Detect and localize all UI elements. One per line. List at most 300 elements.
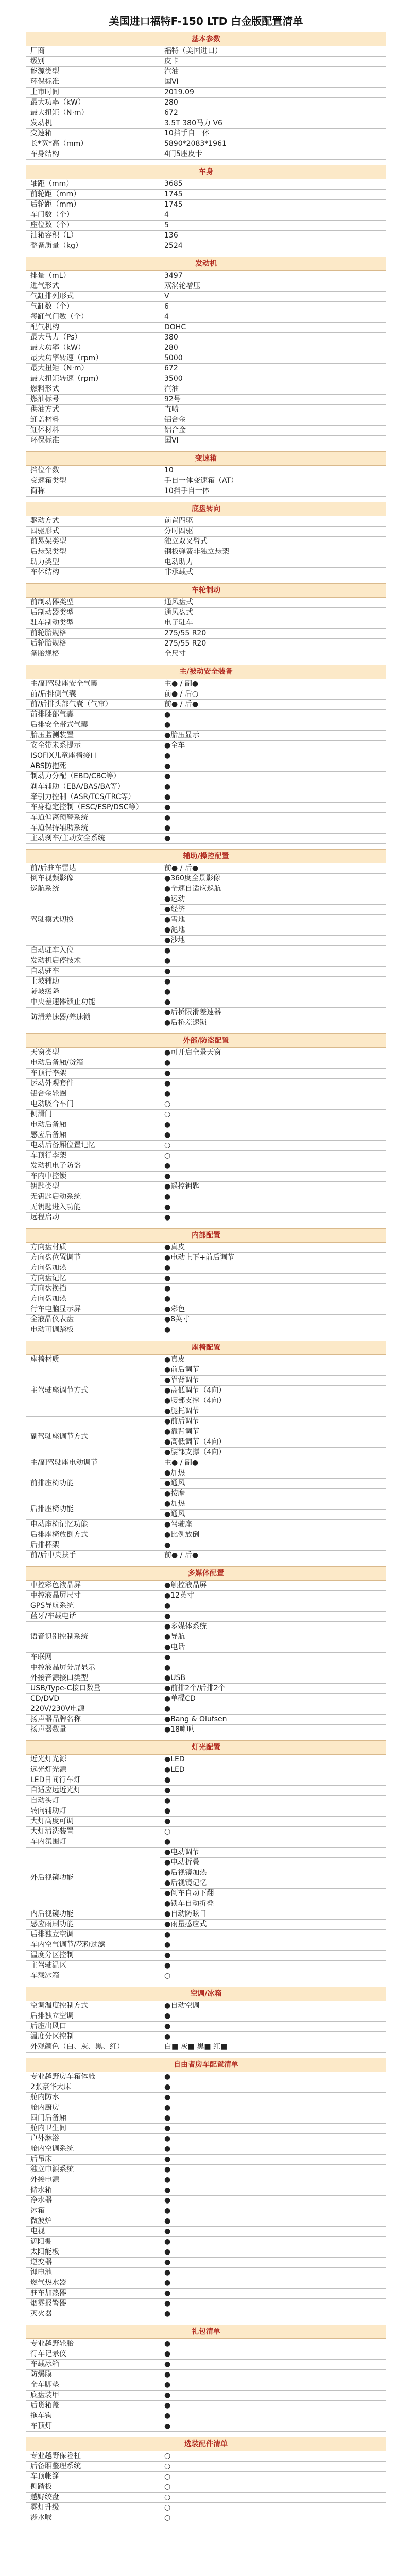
spec-label: 蓝牙/车载电话: [26, 1612, 160, 1622]
spec-label: 太阳能板: [26, 2247, 160, 2258]
spec-label: 锂电池: [26, 2268, 160, 2278]
spec-row: [26, 476, 386, 486]
spec-row: [26, 2011, 386, 2022]
spec-label: 后排独立空调: [26, 2011, 160, 2022]
spec-value: ●: [160, 1653, 386, 1663]
spec-value: ●: [160, 2360, 386, 2370]
spec-row: [26, 415, 386, 426]
spec-row: [26, 1315, 386, 1325]
spec-label: 净水器: [26, 2196, 160, 2206]
spec-label: 最大扭矩（N·m）: [26, 364, 160, 374]
spec-value: ●: [160, 2309, 386, 2319]
spec-value: ●靠背调节: [160, 1376, 386, 1386]
spec-value: ●: [160, 1704, 386, 1715]
spec-value: 3500: [160, 374, 386, 384]
spec-row: [26, 1920, 386, 1930]
spec-label: 后悬架类型: [26, 547, 160, 557]
spec-label: 拖车钩: [26, 2411, 160, 2421]
spec-row: [26, 2299, 386, 2309]
spec-label: 自动驻车: [26, 967, 160, 977]
spec-value: 非承载式: [160, 568, 386, 578]
spec-value: 4门5座皮卡: [160, 149, 386, 160]
spec-value: ●: [160, 1540, 386, 1551]
spec-label: 铝合金轮圈: [26, 1089, 160, 1099]
spec-row: [26, 2289, 386, 2299]
spec-value: 6: [160, 302, 386, 312]
spec-row: [26, 1304, 386, 1315]
spec-value: 通风盘式: [160, 598, 386, 608]
spec-value: ●沙地: [160, 936, 386, 946]
spec-row: [26, 1048, 386, 1058]
spec-value: ●: [160, 1069, 386, 1079]
spec-value: ○: [160, 1827, 386, 1837]
spec-value: ●: [160, 1837, 386, 1848]
spec-label: 侧滑门: [26, 1110, 160, 1120]
section-header: [26, 452, 386, 466]
spec-value: ●后视镜加热: [160, 1868, 386, 1878]
spec-value: ●: [160, 2237, 386, 2247]
spec-row: [26, 1110, 386, 1120]
spec-value: ●: [160, 2185, 386, 2196]
spec-value: 电动助力: [160, 557, 386, 568]
spec-value: ●: [160, 2022, 386, 2032]
spec-value: 5000: [160, 353, 386, 364]
spec-row: [26, 2391, 386, 2401]
spec-label: 自适应远近光灯: [26, 1786, 160, 1796]
spec-value: ●: [160, 2278, 386, 2289]
spec-label: 车内中控锁: [26, 1172, 160, 1182]
spec-label: 长*宽*高（mm）: [26, 139, 160, 149]
spec-value: ●自动防眩目: [160, 1909, 386, 1920]
spec-row: [26, 405, 386, 415]
spec-value: 主● / 副●: [160, 679, 386, 689]
spec-value: ●8英寸: [160, 1315, 386, 1325]
spec-value: ●: [160, 2349, 386, 2360]
spec-value: 10挡手自一体: [160, 129, 386, 139]
spec-label: 涉水喉: [26, 2513, 160, 2523]
spec-label: 空调温度控制方式: [26, 2001, 160, 2011]
spec-value: ●USB: [160, 1673, 386, 1684]
spec-label: 微波炉: [26, 2216, 160, 2227]
spec-row: [26, 741, 386, 751]
spec-value: ●: [160, 1786, 386, 1796]
spec-value: ●: [160, 834, 386, 844]
spec-value: 275/55 R20: [160, 639, 386, 649]
spec-value: ●真皮: [160, 1355, 386, 1365]
spec-value: 10挡手自一体: [160, 486, 386, 497]
spec-row: [26, 1540, 386, 1551]
spec-row: [26, 997, 386, 1008]
section-header: [26, 1987, 386, 2001]
spec-value: ●: [160, 2299, 386, 2309]
spec-value: ●触控液晶屏: [160, 1581, 386, 1591]
spec-value: ●: [160, 997, 386, 1008]
spec-row: [26, 1663, 386, 1673]
spec-row: [26, 2462, 386, 2472]
spec-row: [26, 863, 386, 874]
spec-value: ●: [160, 772, 386, 782]
spec-label: 大灯清洗装置: [26, 1827, 160, 1837]
spec-value: 5: [160, 221, 386, 231]
spec-row: [26, 1089, 386, 1099]
section-header: [26, 1741, 386, 1755]
spec-label: 防滑差速器/差速锁: [26, 1008, 160, 1028]
spec-label: 燃气热水器: [26, 2278, 160, 2289]
spec-label: 中控液晶屏尺寸: [26, 1591, 160, 1601]
spec-row: [26, 2503, 386, 2513]
spec-row: [26, 2082, 386, 2093]
spec-value: ●: [160, 1284, 386, 1294]
spec-label: 后排座椅放倒方式: [26, 1530, 160, 1540]
spec-label: 远程启动: [26, 1213, 160, 1223]
spec-row: [26, 2401, 386, 2411]
spec-value: ●: [160, 2268, 386, 2278]
section-header: [26, 1341, 386, 1355]
spec-value: 10: [160, 466, 386, 476]
spec-row: [26, 2421, 386, 2432]
spec-row: [26, 271, 386, 281]
spec-value: ●: [160, 1612, 386, 1622]
section-spacer: [26, 1028, 386, 1034]
spec-row: [26, 1355, 386, 1365]
section-title: 座椅配置: [26, 1341, 386, 1355]
spec-row: [26, 1694, 386, 1704]
spec-label: 雾灯升级: [26, 2503, 160, 2513]
section-spacer: [26, 160, 386, 165]
spec-value: ●: [160, 720, 386, 731]
spec-label: 电动后备厢: [26, 1120, 160, 1130]
spec-label: 牵引力控制（ASR/TCS/TRC等）: [26, 792, 160, 803]
spec-label: 前/后驻车雷达: [26, 863, 160, 874]
spec-row: [26, 1837, 386, 1848]
spec-value: ●: [160, 2082, 386, 2093]
spec-value: ●: [160, 2370, 386, 2380]
spec-value: ●: [160, 2155, 386, 2165]
spec-value: 1745: [160, 190, 386, 200]
spec-value: ●: [160, 2401, 386, 2411]
spec-label: 冰箱: [26, 2206, 160, 2216]
spec-row: [26, 1622, 386, 1632]
spec-label: 气缸数（个）: [26, 302, 160, 312]
section-spacer: [26, 1735, 386, 1741]
section-spacer: [26, 1335, 386, 1341]
spec-label: 中控液晶屏分屏显示: [26, 1663, 160, 1673]
spec-value: ●锁车自动折叠: [160, 1899, 386, 1909]
spec-label: 前制动器类型: [26, 598, 160, 608]
spec-label: 后排安全带式气囊: [26, 720, 160, 731]
spec-label: 前/后排侧气囊: [26, 689, 160, 700]
spec-label: 专业越野房车箱体舱: [26, 2072, 160, 2082]
spec-label: 行车电脑显示屏: [26, 1304, 160, 1315]
spec-row: [26, 1120, 386, 1130]
spec-value: ●运动: [160, 894, 386, 905]
spec-row: [26, 1192, 386, 1202]
spec-label: 燃油标号: [26, 395, 160, 405]
spec-row: [26, 1786, 386, 1796]
spec-row: [26, 1499, 386, 1510]
spec-row: [26, 343, 386, 353]
spec-label: 驱动方式: [26, 516, 160, 527]
spec-value: ●: [160, 1192, 386, 1202]
spec-row: [26, 792, 386, 803]
spec-value: ●后桥差速锁: [160, 1018, 386, 1028]
spec-row: [26, 1058, 386, 1069]
spec-row: [26, 312, 386, 323]
spec-label: 车顶行李架: [26, 1151, 160, 1161]
spec-row: [26, 516, 386, 527]
spec-row: [26, 323, 386, 333]
spec-label: 全车脚垫: [26, 2380, 160, 2391]
spec-value: ○: [160, 2462, 386, 2472]
spec-value: ●高低调节（4向）: [160, 1437, 386, 1448]
spec-label: USB/Type-C接口数量: [26, 1684, 160, 1694]
spec-value: ●彩色: [160, 1304, 386, 1315]
spec-row: [26, 2134, 386, 2144]
spec-value: 672: [160, 364, 386, 374]
spec-value: ●后桥限滑差速器: [160, 1008, 386, 1018]
spec-value: 前● / 后●: [160, 863, 386, 874]
spec-label: 车内氛围灯: [26, 1837, 160, 1848]
spec-row: [26, 2360, 386, 2370]
spec-row: [26, 1202, 386, 1213]
spec-row: [26, 2165, 386, 2175]
spec-label: CD/DVD: [26, 1694, 160, 1704]
spec-value: ●倒车自动下翻: [160, 1889, 386, 1899]
spec-label: 后排杯架: [26, 1540, 160, 1551]
spec-value: ●雨量感应式: [160, 1920, 386, 1930]
spec-label: 制动力分配（EBD/CBC等）: [26, 772, 160, 782]
spec-row: [26, 2196, 386, 2206]
spec-label: 外接音源接口类型: [26, 1673, 160, 1684]
spec-label: 自动驻车入位: [26, 946, 160, 956]
spec-row: [26, 1827, 386, 1837]
spec-label: 最大扭矩（N·m）: [26, 108, 160, 118]
spec-label: 驻车制动类型: [26, 618, 160, 629]
spec-row: [26, 333, 386, 343]
spec-row: [26, 57, 386, 67]
spec-value: ●: [160, 2216, 386, 2227]
spec-value: 皮卡: [160, 57, 386, 67]
spec-value: ●: [160, 2072, 386, 2082]
spec-label: 主驾驶座调节方式: [26, 1365, 160, 1417]
spec-row: [26, 689, 386, 700]
spec-row: [26, 1213, 386, 1223]
spec-row: [26, 2349, 386, 2360]
spec-value: ●: [160, 977, 386, 987]
section-header: [26, 665, 386, 679]
spec-label: 前排座椅功能: [26, 1468, 160, 1499]
spec-value: ●: [160, 2391, 386, 2401]
section-header: [26, 257, 386, 271]
spec-label: 主/副驾驶座安全气囊: [26, 679, 160, 689]
spec-row: [26, 1243, 386, 1253]
spec-value: ●: [160, 2144, 386, 2155]
spec-label: 备胎规格: [26, 649, 160, 659]
spec-value: ●电动折叠: [160, 1858, 386, 1868]
spec-row: [26, 384, 386, 395]
spec-row: [26, 1008, 386, 1018]
spec-sheet: [26, 10, 386, 2523]
spec-label: 配气机构: [26, 323, 160, 333]
spec-value: 2019.09: [160, 88, 386, 98]
spec-label: 胎压监测装置: [26, 731, 160, 741]
spec-row: [26, 1951, 386, 1961]
section-header: [26, 584, 386, 598]
spec-row: [26, 77, 386, 88]
spec-value: ●驾驶座: [160, 1520, 386, 1530]
spec-row: [26, 598, 386, 608]
spec-row: [26, 2278, 386, 2289]
spec-row: [26, 2144, 386, 2155]
spec-value: ●: [160, 1294, 386, 1304]
spec-row: [26, 2185, 386, 2196]
section-title: 车轮制动: [26, 584, 386, 598]
spec-label: 驾驶模式切换: [26, 894, 160, 946]
spec-value: ●: [160, 1325, 386, 1335]
spec-value: ●: [160, 1274, 386, 1284]
spec-row: [26, 1612, 386, 1622]
spec-row: [26, 710, 386, 720]
spec-label: 舱内卫生间: [26, 2124, 160, 2134]
spec-row: [26, 1961, 386, 1971]
spec-label: ISOFIX儿童座椅接口: [26, 751, 160, 761]
section-header: [26, 1567, 386, 1581]
section-header: [26, 2058, 386, 2072]
section-title: 选装配件清单: [26, 2437, 386, 2451]
spec-value: 铝合金: [160, 415, 386, 426]
spec-value: 汽油: [160, 67, 386, 77]
spec-value: ●通风: [160, 1479, 386, 1489]
spec-value: 92号: [160, 395, 386, 405]
spec-value: ●: [160, 2011, 386, 2022]
spec-row: [26, 761, 386, 772]
spec-value: ●全速自适应巡航: [160, 884, 386, 894]
spec-value: ●前后调节: [160, 1365, 386, 1376]
spec-row: [26, 1274, 386, 1284]
spec-label: 方向盘记忆: [26, 1274, 160, 1284]
spec-row: [26, 1458, 386, 1468]
spec-label: 钥匙类型: [26, 1182, 160, 1192]
section-spacer: [26, 497, 386, 502]
spec-label: GPS导航系统: [26, 1601, 160, 1612]
spec-row: [26, 2451, 386, 2462]
spec-row: [26, 2482, 386, 2493]
spec-value: ●: [160, 2196, 386, 2206]
spec-row: [26, 129, 386, 139]
spec-row: [26, 2513, 386, 2523]
spec-label: 后轮距（mm）: [26, 200, 160, 210]
spec-value: ○: [160, 2503, 386, 2513]
spec-value: ●: [160, 2206, 386, 2216]
spec-label: 每缸气门数（个）: [26, 312, 160, 323]
spec-label: 远光灯光源: [26, 1765, 160, 1775]
spec-row: [26, 426, 386, 436]
spec-label: 陡坡缓降: [26, 987, 160, 997]
spec-label: 倒车视频影像: [26, 874, 160, 884]
spec-value: ●: [160, 2124, 386, 2134]
spec-row: [26, 1263, 386, 1274]
section-spacer: [26, 578, 386, 584]
spec-row: [26, 2206, 386, 2216]
spec-row: [26, 1909, 386, 1920]
spec-value: ●: [160, 1775, 386, 1786]
spec-value: ●: [160, 813, 386, 823]
spec-row: [26, 2411, 386, 2421]
spec-row: [26, 2103, 386, 2113]
spec-value: ●腰部支撑（4向）: [160, 1448, 386, 1458]
spec-value: ●多媒体系统: [160, 1622, 386, 1632]
spec-label: 温度分区控制: [26, 2032, 160, 2042]
spec-label: 后吊床: [26, 2155, 160, 2165]
spec-label: 驻车加热器: [26, 2289, 160, 2299]
page-title: 美国进口福特F-150 LTD 白金版配置清单: [109, 15, 303, 27]
spec-row: [26, 2339, 386, 2349]
spec-row: [26, 2370, 386, 2380]
spec-row: [26, 782, 386, 792]
spec-value: ●导航: [160, 1632, 386, 1642]
spec-table: [26, 32, 386, 2523]
spec-row: [26, 618, 386, 629]
spec-value: 3497: [160, 271, 386, 281]
spec-label: 自动头灯: [26, 1796, 160, 1806]
spec-value: ●: [160, 710, 386, 720]
spec-value: 分时四驱: [160, 527, 386, 537]
spec-value: ●电话: [160, 1642, 386, 1653]
spec-value: ●: [160, 1079, 386, 1089]
spec-label: 气缸排列形式: [26, 292, 160, 302]
spec-label: 缸体材料: [26, 426, 160, 436]
spec-label: 行车记录仪: [26, 2349, 160, 2360]
spec-row: [26, 436, 386, 446]
spec-row: [26, 292, 386, 302]
spec-row: [26, 46, 386, 57]
spec-row: [26, 395, 386, 405]
spec-label: 前/后中央扶手: [26, 1551, 160, 1561]
spec-value: DOHC: [160, 323, 386, 333]
spec-label: 燃料形式: [26, 384, 160, 395]
spec-row: [26, 2380, 386, 2391]
spec-value: ○: [160, 1110, 386, 1120]
spec-value: ●: [160, 946, 386, 956]
section-header: [26, 2325, 386, 2339]
spec-label: 侧踏板: [26, 2482, 160, 2493]
section-title: 变速箱: [26, 452, 386, 466]
spec-label: 电动座椅记忆功能: [26, 1520, 160, 1530]
spec-label: 发动机电子防盗: [26, 1161, 160, 1172]
section-spacer: [26, 446, 386, 452]
spec-value: ○: [160, 2451, 386, 2462]
spec-row: [26, 2309, 386, 2319]
spec-row: [26, 834, 386, 844]
spec-row: [26, 1069, 386, 1079]
spec-row: [26, 1591, 386, 1601]
spec-label: 外后视镜功能: [26, 1848, 160, 1909]
spec-value: ●: [160, 2175, 386, 2185]
spec-row: [26, 1182, 386, 1192]
spec-row: [26, 2155, 386, 2165]
spec-row: [26, 1940, 386, 1951]
spec-value: ●: [160, 1796, 386, 1806]
spec-value: ●: [160, 1058, 386, 1069]
spec-value: ●前后调节: [160, 1417, 386, 1427]
spec-value: ●: [160, 2339, 386, 2349]
spec-label: 车身结构: [26, 149, 160, 160]
spec-row: [26, 2493, 386, 2503]
spec-value: ●: [160, 2134, 386, 2144]
spec-value: ○: [160, 2513, 386, 2523]
spec-value: ●: [160, 2103, 386, 2113]
spec-row: [26, 2072, 386, 2082]
